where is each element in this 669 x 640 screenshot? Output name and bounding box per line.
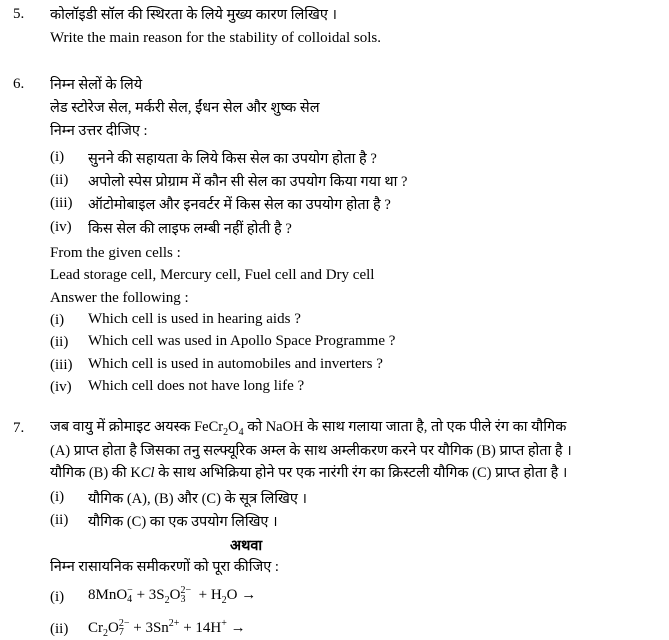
intro-hindi: निम्न सेलों के लिये — [50, 77, 143, 93]
sub-question-hindi: यौगिक (A), (B) और (C) के सूत्र लिखिए । — [88, 491, 308, 507]
cells-hindi: लेड स्टोरेज सेल, मर्करी सेल, ईंधन सेल और शुष्क सेल — [50, 100, 320, 116]
complete-equations-prompt: निम्न रासायनिक समीकरणों को पूरा कीजिए : — [50, 559, 279, 575]
roman-label: (ii) — [50, 621, 69, 637]
question-line-1: जब वायु में क्रोमाइट अयस्क $FeCr_2O_4$ को NaOH के साथ गलाया जाता है, तो एक पीले रंग का यौगिक — [50, 419, 567, 438]
roman-label: (i) — [50, 589, 65, 605]
question-line-3: यौगिक (B) की KCl के साथ अभिक्रिया होने पर एक नारंगी रंग का क्रिस्टली यौगिक (C) प्राप्त होता है । — [50, 465, 568, 481]
question-line-2: (A) प्राप्त होता है जिसका तनु सल्फ्यूरिक अम्ल के साथ अम्लीकरण करने पर यौगिक (B) प्राप्त होता है । — [50, 443, 572, 459]
roman-label: (ii) — [50, 512, 69, 528]
chemical-equation-2: $Cr_2O$ 2− 7 + $3Sn^{2+} + 14H^+$ → — [88, 618, 246, 639]
chemical-equation-1: 8MnO − 4 + $3S_2O$ 2− 3 + $H_2O$ → — [88, 585, 257, 606]
roman-label: (iii) — [50, 195, 73, 211]
roman-label: (i) — [50, 312, 65, 328]
question-text-hindi: कोलॉइडी सॉल की स्थिरता के लिये मुख्य कारण लिखिए । — [50, 7, 338, 23]
or-separator: अथवा — [230, 538, 263, 554]
answer-prompt-english: Answer the following : — [50, 290, 189, 306]
question-number: 7. — [13, 420, 25, 436]
cells-english: Lead storage cell, Mercury cell, Fuel cell and Dry cell — [50, 267, 375, 283]
roman-label: (i) — [50, 149, 65, 165]
roman-label: (iv) — [50, 379, 72, 395]
question-number: 6. — [13, 76, 25, 92]
roman-label: (iii) — [50, 357, 73, 373]
sub-question-hindi: अपोलो स्पेस प्रोग्राम में कौन सी सेल का उपयोग किया गया था ? — [88, 174, 408, 190]
roman-label: (i) — [50, 489, 65, 505]
sub-question-hindi: किस सेल की लाइफ लम्बी नहीं होती है ? — [88, 221, 292, 237]
sub-question-english: Which cell does not have long life ? — [88, 378, 305, 394]
sub-question-english: Which cell is used in hearing aids ? — [88, 311, 301, 327]
roman-label: (iv) — [50, 219, 72, 235]
sub-question-hindi: सुनने की सहायता के लिये किस सेल का उपयोग होता है ? — [88, 151, 377, 167]
roman-label: (ii) — [50, 172, 69, 188]
intro-english: From the given cells : — [50, 245, 181, 261]
sub-question-hindi: ऑटोमोबाइल और इनवर्टर में किस सेल का उपयोग होता है ? — [88, 197, 391, 213]
sub-question-hindi: यौगिक (C) का एक उपयोग लिखिए । — [88, 514, 278, 530]
sub-question-english: Which cell is used in automobiles and inverters ? — [88, 356, 383, 372]
question-text-english: Write the main reason for the stability of colloidal sols. — [50, 30, 381, 46]
sub-question-english: Which cell was used in Apollo Space Programme ? — [88, 333, 396, 349]
question-number: 5. — [13, 6, 25, 22]
answer-prompt-hindi: निम्न उत्तर दीजिए : — [50, 123, 148, 139]
roman-label: (ii) — [50, 334, 69, 350]
